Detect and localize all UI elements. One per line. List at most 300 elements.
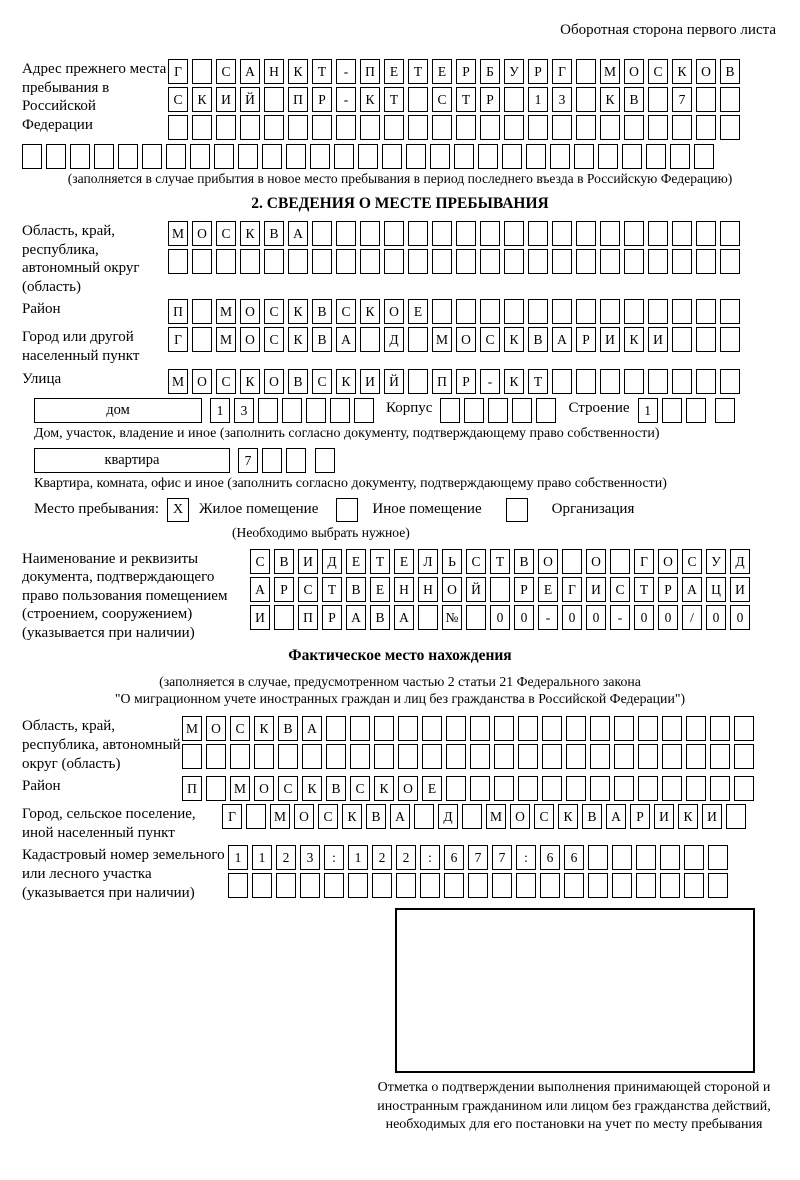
- char-box: Ц: [706, 577, 726, 602]
- char-box: Е: [432, 59, 452, 84]
- kadastr-row-2: [228, 873, 728, 898]
- char-box: [672, 115, 692, 140]
- char-box: [710, 716, 730, 741]
- char-box: О: [384, 299, 404, 324]
- char-box: М: [486, 804, 506, 829]
- char-box: Г: [222, 804, 242, 829]
- korpus-label: Корпус: [386, 399, 433, 416]
- char-box: Р: [576, 327, 596, 352]
- char-box: Т: [634, 577, 654, 602]
- fact-rayon-label: Район: [22, 778, 61, 795]
- char-box: М: [182, 716, 202, 741]
- char-box: [282, 398, 302, 423]
- char-box: М: [432, 327, 452, 352]
- char-box: И: [730, 577, 750, 602]
- char-box: О: [658, 549, 678, 574]
- char-box: [350, 744, 370, 769]
- char-box: К: [288, 299, 308, 324]
- char-box: И: [250, 605, 270, 630]
- char-box: [518, 744, 538, 769]
- char-box: И: [702, 804, 722, 829]
- prev-address-label: Адрес прежнего места пребывания в Российской Федерации: [22, 61, 167, 133]
- fact-notes: [22, 673, 778, 709]
- char-box: [456, 299, 476, 324]
- char-box: [542, 776, 562, 801]
- char-box: [336, 115, 356, 140]
- char-box: [360, 115, 380, 140]
- char-box: [118, 144, 138, 169]
- char-box: [238, 144, 258, 169]
- char-box: [622, 144, 642, 169]
- char-box: В: [312, 327, 332, 352]
- char-box: М: [270, 804, 290, 829]
- checkbox-zhiloe: X: [167, 498, 189, 522]
- fact-title: Фактическое место нахождения: [288, 646, 512, 664]
- char-box: [414, 804, 434, 829]
- naimenovanie-row-1: [250, 549, 750, 574]
- char-box: [494, 716, 514, 741]
- char-box: К: [672, 59, 692, 84]
- char-box: [715, 398, 735, 423]
- char-box: [552, 115, 572, 140]
- char-box: П: [360, 59, 380, 84]
- char-box: [264, 115, 284, 140]
- char-box: [408, 221, 428, 246]
- char-box: К: [600, 87, 620, 112]
- naimenovanie-row-2: [250, 577, 750, 602]
- page-side-note: Оборотная сторона первого листа: [560, 22, 776, 38]
- char-box: [710, 776, 730, 801]
- prev-address-grid: [168, 59, 740, 140]
- char-box: [408, 249, 428, 274]
- fact-oblast-grid: [182, 716, 754, 769]
- char-box: [348, 873, 368, 898]
- char-box: [312, 221, 332, 246]
- char-box: [288, 115, 308, 140]
- char-box: [566, 744, 586, 769]
- char-box: Г: [168, 59, 188, 84]
- char-box: [726, 804, 746, 829]
- char-box: [504, 249, 524, 274]
- char-box: [552, 299, 572, 324]
- char-box: [408, 115, 428, 140]
- char-box: [564, 873, 584, 898]
- char-box: [70, 144, 90, 169]
- char-box: Й: [384, 369, 404, 394]
- char-box: К: [504, 327, 524, 352]
- char-box: С: [216, 369, 236, 394]
- char-box: [662, 716, 682, 741]
- char-box: Д: [730, 549, 750, 574]
- char-box: [360, 221, 380, 246]
- char-box: 3: [300, 845, 320, 870]
- section2-title: 2. СВЕДЕНИЯ О МЕСТЕ ПРЕБЫВАНИЯ: [251, 195, 549, 212]
- char-box: [374, 716, 394, 741]
- char-box: [330, 398, 350, 423]
- char-box: [300, 873, 320, 898]
- kadastr-label: Кадастровый номер земельного или лесного участка (указывается при наличии): [22, 847, 225, 901]
- char-box: [182, 744, 202, 769]
- char-box: С: [298, 577, 318, 602]
- char-box: 7: [672, 87, 692, 112]
- char-box: [456, 249, 476, 274]
- char-box: Т: [370, 549, 390, 574]
- char-box: [454, 144, 474, 169]
- char-box: -: [610, 605, 630, 630]
- char-box: О: [206, 716, 226, 741]
- kvartira-caption: Квартира, комната, офис и иное (заполнить согласно документу, подтверждающему право собственности): [34, 475, 667, 491]
- char-box: [542, 744, 562, 769]
- option-zhiloe-label: Жилое помещение: [199, 501, 319, 518]
- char-box: [552, 369, 572, 394]
- char-box: [710, 744, 730, 769]
- char-box: [648, 87, 668, 112]
- prev-address-section: [22, 59, 778, 140]
- fact-note-line-2: "О миграционном учете иностранных граждан и лиц без гражданства в Российской Федерации"): [114, 691, 686, 707]
- char-box: [310, 144, 330, 169]
- prev-address-row-2: [168, 87, 740, 112]
- char-box: [734, 744, 754, 769]
- char-box: [562, 549, 582, 574]
- char-box: 0: [514, 605, 534, 630]
- char-box: У: [706, 549, 726, 574]
- char-box: И: [654, 804, 674, 829]
- char-box: [456, 221, 476, 246]
- naimenovanie-section: [22, 549, 778, 643]
- char-box: Д: [438, 804, 458, 829]
- char-box: [576, 249, 596, 274]
- char-box: [286, 448, 306, 473]
- char-box: [636, 845, 656, 870]
- char-box: [354, 398, 374, 423]
- char-box: П: [168, 299, 188, 324]
- option-organizatsiya-label: Организация: [551, 501, 635, 518]
- char-box: 0: [562, 605, 582, 630]
- ulitsa-label: Улица: [22, 370, 62, 387]
- char-box: К: [192, 87, 212, 112]
- char-box: [168, 249, 188, 274]
- char-box: О: [510, 804, 530, 829]
- char-box: [542, 716, 562, 741]
- char-box: [312, 249, 332, 274]
- char-box: [480, 299, 500, 324]
- char-box: [624, 299, 644, 324]
- char-box: [398, 744, 418, 769]
- char-box: [398, 716, 418, 741]
- char-box: №: [442, 605, 462, 630]
- char-box: 7: [492, 845, 512, 870]
- char-box: [720, 369, 740, 394]
- char-box: М: [230, 776, 250, 801]
- char-box: [480, 221, 500, 246]
- char-box: [384, 249, 404, 274]
- char-box: [480, 249, 500, 274]
- char-box: [470, 716, 490, 741]
- char-box: [492, 873, 512, 898]
- prev-address-row-4: [22, 144, 778, 169]
- gorod-section: [22, 327, 778, 365]
- char-box: [406, 144, 426, 169]
- char-box: [274, 605, 294, 630]
- dom-caption: Дом, участок, владение и иное (заполнить согласно документу, подтверждающему право собственности): [34, 425, 660, 441]
- char-box: 3: [552, 87, 572, 112]
- char-box: Н: [418, 577, 438, 602]
- char-box: 0: [490, 605, 510, 630]
- char-box: [446, 744, 466, 769]
- char-box: [446, 716, 466, 741]
- char-box: Г: [552, 59, 572, 84]
- char-box: [494, 776, 514, 801]
- char-box: Е: [422, 776, 442, 801]
- char-box: [432, 115, 452, 140]
- char-box: Р: [630, 804, 650, 829]
- char-box: К: [240, 369, 260, 394]
- char-box: [466, 605, 486, 630]
- char-box: К: [504, 369, 524, 394]
- char-box: [624, 369, 644, 394]
- char-box: С: [318, 804, 338, 829]
- char-box: Н: [394, 577, 414, 602]
- char-box: Д: [322, 549, 342, 574]
- checkbox-inoe: [336, 498, 358, 522]
- char-box: -: [480, 369, 500, 394]
- char-box: О: [192, 221, 212, 246]
- char-box: С: [278, 776, 298, 801]
- char-box: [264, 249, 284, 274]
- char-box: О: [442, 577, 462, 602]
- char-box: [536, 398, 556, 423]
- char-box: [408, 87, 428, 112]
- char-box: [576, 59, 596, 84]
- char-box: [288, 249, 308, 274]
- char-box: [142, 144, 162, 169]
- char-box: [624, 221, 644, 246]
- char-box: А: [240, 59, 260, 84]
- char-box: [684, 873, 704, 898]
- char-box: [192, 115, 212, 140]
- char-box: [470, 744, 490, 769]
- oblast-row-2: [168, 249, 740, 274]
- char-box: [624, 249, 644, 274]
- mesto-prebyvaniya-section: [22, 498, 778, 522]
- char-box: Е: [538, 577, 558, 602]
- char-box: Н: [264, 59, 284, 84]
- stroenie-label: Строение: [568, 399, 630, 416]
- char-box: [638, 776, 658, 801]
- char-box: О: [294, 804, 314, 829]
- char-box: [480, 115, 500, 140]
- char-box: С: [534, 804, 554, 829]
- char-box: 1: [348, 845, 368, 870]
- char-box: [552, 249, 572, 274]
- char-box: В: [720, 59, 740, 84]
- char-box: [610, 549, 630, 574]
- char-box: К: [360, 87, 380, 112]
- char-box: [192, 327, 212, 352]
- option-inoe-label: Иное помещение: [372, 501, 482, 518]
- char-box: А: [606, 804, 626, 829]
- char-box: Г: [168, 327, 188, 352]
- char-box: В: [582, 804, 602, 829]
- char-box: С: [682, 549, 702, 574]
- char-box: -: [538, 605, 558, 630]
- char-box: К: [374, 776, 394, 801]
- rayon-row: [168, 299, 740, 324]
- char-box: С: [216, 221, 236, 246]
- char-box: К: [624, 327, 644, 352]
- char-box: [470, 776, 490, 801]
- char-box: [528, 115, 548, 140]
- char-box: 2: [372, 845, 392, 870]
- char-box: О: [456, 327, 476, 352]
- char-box: 2: [276, 845, 296, 870]
- char-box: И: [586, 577, 606, 602]
- char-box: [638, 716, 658, 741]
- char-box: М: [600, 59, 620, 84]
- char-box: [336, 221, 356, 246]
- char-box: [696, 115, 716, 140]
- char-box: Т: [408, 59, 428, 84]
- char-box: [694, 144, 714, 169]
- char-box: М: [168, 369, 188, 394]
- char-box: [334, 144, 354, 169]
- kvartira-section: [22, 448, 778, 473]
- char-box: [504, 299, 524, 324]
- char-box: 2: [396, 845, 416, 870]
- char-box: [648, 299, 668, 324]
- char-box: [456, 115, 476, 140]
- char-box: [696, 327, 716, 352]
- char-box: [660, 873, 680, 898]
- checkbox-organizatsiya: [506, 498, 528, 522]
- char-box: Й: [466, 577, 486, 602]
- char-box: 1: [228, 845, 248, 870]
- char-box: [528, 221, 548, 246]
- oblast-label: Область, край, республика, автономный округ (область): [22, 223, 140, 295]
- char-box: [278, 744, 298, 769]
- naimenovanie-label: Наименование и реквизиты документа, подтверждающего право пользования помещением (строением, сооружением) (указывается при наличии): [22, 550, 228, 641]
- char-box: 7: [238, 448, 258, 473]
- char-box: [612, 873, 632, 898]
- char-box: Т: [384, 87, 404, 112]
- char-box: [672, 369, 692, 394]
- kadastr-grid: [228, 845, 728, 898]
- char-box: [598, 144, 618, 169]
- char-box: У: [504, 59, 524, 84]
- char-box: [576, 115, 596, 140]
- char-box: О: [254, 776, 274, 801]
- stamp-caption: Отметка о подтверждении выполнения принимающей стороной и иностранным гражданином или лицом без гражданства действий, необходимых для его постановки на учет по месту пребывания: [377, 1080, 771, 1133]
- fact-oblast-section: [22, 716, 778, 773]
- char-box: В: [346, 577, 366, 602]
- dom-type-box: дом: [34, 398, 202, 423]
- char-box: В: [624, 87, 644, 112]
- char-box: 0: [658, 605, 678, 630]
- char-box: [430, 144, 450, 169]
- char-box: Е: [346, 549, 366, 574]
- char-box: Т: [312, 59, 332, 84]
- char-box: [590, 776, 610, 801]
- char-box: 0: [730, 605, 750, 630]
- char-box: [206, 744, 226, 769]
- char-box: [696, 369, 716, 394]
- char-box: А: [346, 605, 366, 630]
- char-box: М: [216, 299, 236, 324]
- char-box: [600, 249, 620, 274]
- char-box: П: [432, 369, 452, 394]
- char-box: [590, 744, 610, 769]
- char-box: Т: [322, 577, 342, 602]
- char-box: [166, 144, 186, 169]
- char-box: С: [336, 299, 356, 324]
- char-box: Е: [394, 549, 414, 574]
- char-box: [504, 87, 524, 112]
- char-box: [672, 327, 692, 352]
- char-box: [384, 115, 404, 140]
- prev-address-row-1: [168, 59, 740, 84]
- char-box: [326, 744, 346, 769]
- kadastr-section: [22, 845, 778, 902]
- char-box: [216, 115, 236, 140]
- char-box: [696, 299, 716, 324]
- char-box: С: [250, 549, 270, 574]
- char-box: М: [216, 327, 236, 352]
- char-box: В: [278, 716, 298, 741]
- rayon-label: Район: [22, 301, 61, 318]
- char-box: [662, 398, 682, 423]
- kvartira-cells: [238, 448, 335, 473]
- char-box: О: [538, 549, 558, 574]
- kadastr-row-1: [228, 845, 728, 870]
- fact-note-line-1: (заполняется в случае, предусмотренном частью 2 статьи 21 Федерального закона: [159, 673, 641, 689]
- char-box: [720, 87, 740, 112]
- char-box: В: [528, 327, 548, 352]
- char-box: Р: [274, 577, 294, 602]
- char-box: [262, 144, 282, 169]
- char-box: [662, 744, 682, 769]
- char-box: [302, 744, 322, 769]
- char-box: [526, 144, 546, 169]
- char-box: [720, 115, 740, 140]
- char-box: [540, 873, 560, 898]
- char-box: В: [370, 605, 390, 630]
- char-box: И: [298, 549, 318, 574]
- char-box: [686, 776, 706, 801]
- char-box: С: [264, 327, 284, 352]
- char-box: [22, 144, 42, 169]
- char-box: К: [336, 369, 356, 394]
- char-box: Е: [408, 299, 428, 324]
- char-box: [600, 369, 620, 394]
- char-box: [240, 115, 260, 140]
- char-box: [312, 115, 332, 140]
- naimenovanie-grid: [250, 549, 750, 630]
- char-box: Д: [384, 327, 404, 352]
- char-box: [216, 249, 236, 274]
- char-box: [670, 144, 690, 169]
- char-box: [192, 59, 212, 84]
- char-box: [252, 873, 272, 898]
- ulitsa-section: [22, 369, 778, 394]
- char-box: С: [216, 59, 236, 84]
- char-box: [600, 299, 620, 324]
- char-box: [720, 299, 740, 324]
- char-box: Р: [514, 577, 534, 602]
- char-box: А: [250, 577, 270, 602]
- char-box: [490, 577, 510, 602]
- char-box: Й: [240, 87, 260, 112]
- char-box: А: [394, 605, 414, 630]
